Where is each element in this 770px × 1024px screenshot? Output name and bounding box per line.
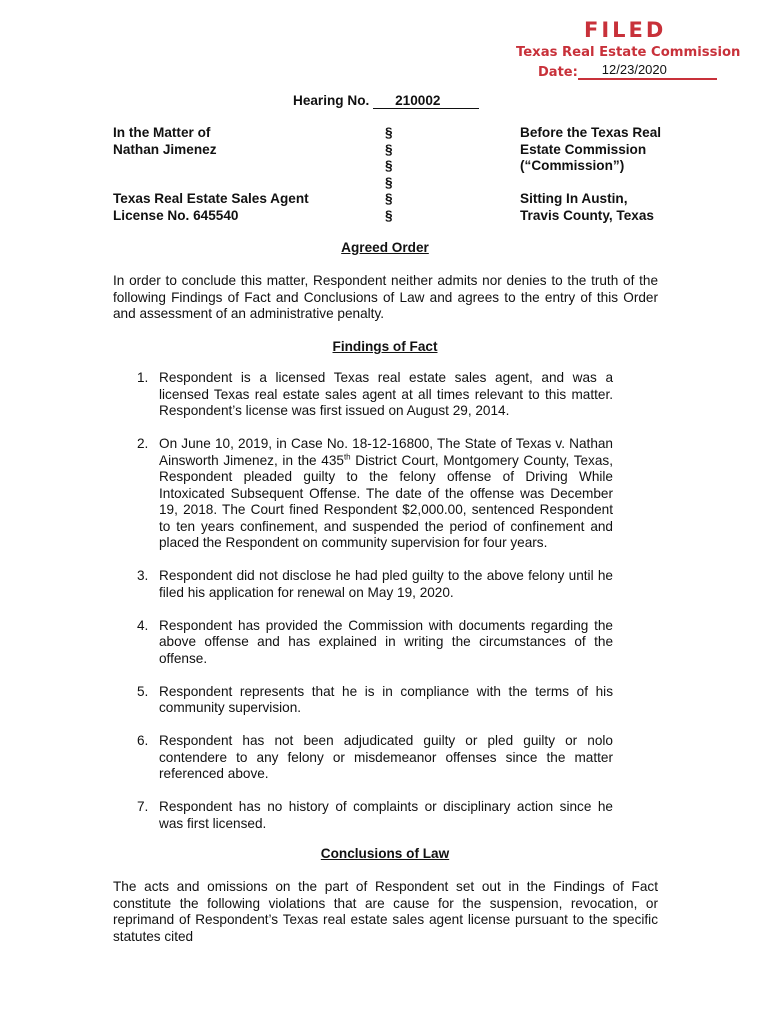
finding-number: 2. (137, 436, 149, 451)
stamp-date-row (538, 62, 717, 80)
agent-line-2: License No. 645540 (113, 207, 239, 223)
matter-line-2: Nathan Jimenez (113, 141, 217, 157)
finding-text: Respondent is a licensed Texas real estate sales agent, and was a licensed Texas real estate sales agent at all times relevant to this matter. Respondent’s license was first issued on August 29, 2014. (159, 370, 613, 418)
finding-number: 1. (137, 370, 149, 385)
finding-text: Respondent has no history of complaints or disciplinary action since he was first licensed. (159, 799, 613, 831)
finding-number: 4. (137, 617, 149, 633)
finding-item (113, 799, 613, 832)
agreed-order-intro: In order to conclude this matter, Respondent neither admits nor denies to the truth of the following Findings of Fact and Conclusions of Law and agrees to the entry of this Order and assessment of an administrative penalty. (113, 273, 658, 321)
caption-right (520, 125, 661, 224)
ordinal-suffix: th (343, 451, 351, 461)
section-symbol: § (385, 174, 393, 190)
matter-line-1: In the Matter of (113, 125, 211, 140)
venue-line-1: Sitting In Austin, (520, 191, 628, 206)
section-symbol: § (385, 191, 393, 206)
finding-text: Respondent has provided the Commission with documents regarding the above offense and has explained in writing the circumstances of the offense. (159, 617, 613, 666)
findings-list (113, 370, 613, 849)
caption-left (113, 125, 309, 224)
hearing-value: 210002 (373, 93, 479, 109)
finding-text: Respondent did not disclose he had pled guilty to the above felony until he filed his application for renewal on May 19, 2020. (159, 568, 613, 600)
finding-text: Respondent has not been adjudicated guilty or pled guilty or nolo contendere to any felony or misdemeanor offenses since the matter referenced above. (159, 733, 613, 781)
tribunal-line-1: Before the Texas Real (520, 125, 662, 140)
agreed-order-heading: Agreed Order (341, 240, 429, 255)
finding-number: 5. (137, 683, 149, 699)
section-symbol: § (385, 207, 393, 223)
section-symbol: § (385, 141, 393, 157)
stamp-date-value: 12/23/2020 (601, 62, 667, 77)
conclusions-intro: The acts and omissions on the part of Respondent set out in the Findings of Fact constitute the following violations that are cause for the suspension, revocation, or reprimand of Respondent’s Texas real estate sales agent license pursuant to the specific statutes cited (113, 879, 658, 944)
section-symbol: § (385, 158, 393, 173)
hearing-label: Hearing No. (293, 93, 370, 108)
stamp-filed-title: FILED (584, 18, 667, 42)
finding-item (113, 436, 613, 552)
stamp-date-label: Date: (538, 65, 578, 80)
finding-number: 6. (137, 733, 149, 748)
tribunal-line-3: (“Commission”) (520, 158, 625, 173)
finding-item (113, 684, 613, 717)
hearing-number (293, 93, 479, 109)
finding-item (113, 568, 613, 601)
finding-item (113, 618, 613, 668)
finding-item (113, 733, 613, 783)
findings-heading: Findings of Fact (332, 339, 438, 354)
stamp-agency: Texas Real Estate Commission (516, 45, 741, 60)
tribunal-line-2: Estate Commission (520, 141, 647, 157)
venue-line-2: Travis County, Texas (520, 207, 654, 223)
agent-line-1: Texas Real Estate Sales Agent (113, 191, 309, 206)
stamp-date-line (578, 62, 717, 80)
caption-section-symbols (385, 125, 393, 224)
finding-number: 7. (137, 799, 149, 814)
finding-text: Respondent represents that he is in compliance with the terms of his community supervision. (159, 683, 613, 715)
finding-number: 3. (137, 568, 149, 583)
finding-item (113, 370, 613, 420)
finding-text: On June 10, 2019, in Case No. 18-12-16800, The State of Texas v. Nathan Ainsworth Jimenez, in the 435th District Court, Montgomery County, Texas, Respondent pleaded guilty to the felony offense of Driving While Intoxicated Subsequent Offense. The date of the offense was December 19, 2018. The Court fined Respondent $2,000.00, sentenced Respondent to ten years confinement, and suspended the period of confinement and placed the Respondent on community supervision for four years. (159, 436, 613, 550)
conclusions-heading: Conclusions of Law (320, 846, 450, 861)
section-symbol: § (385, 125, 393, 140)
